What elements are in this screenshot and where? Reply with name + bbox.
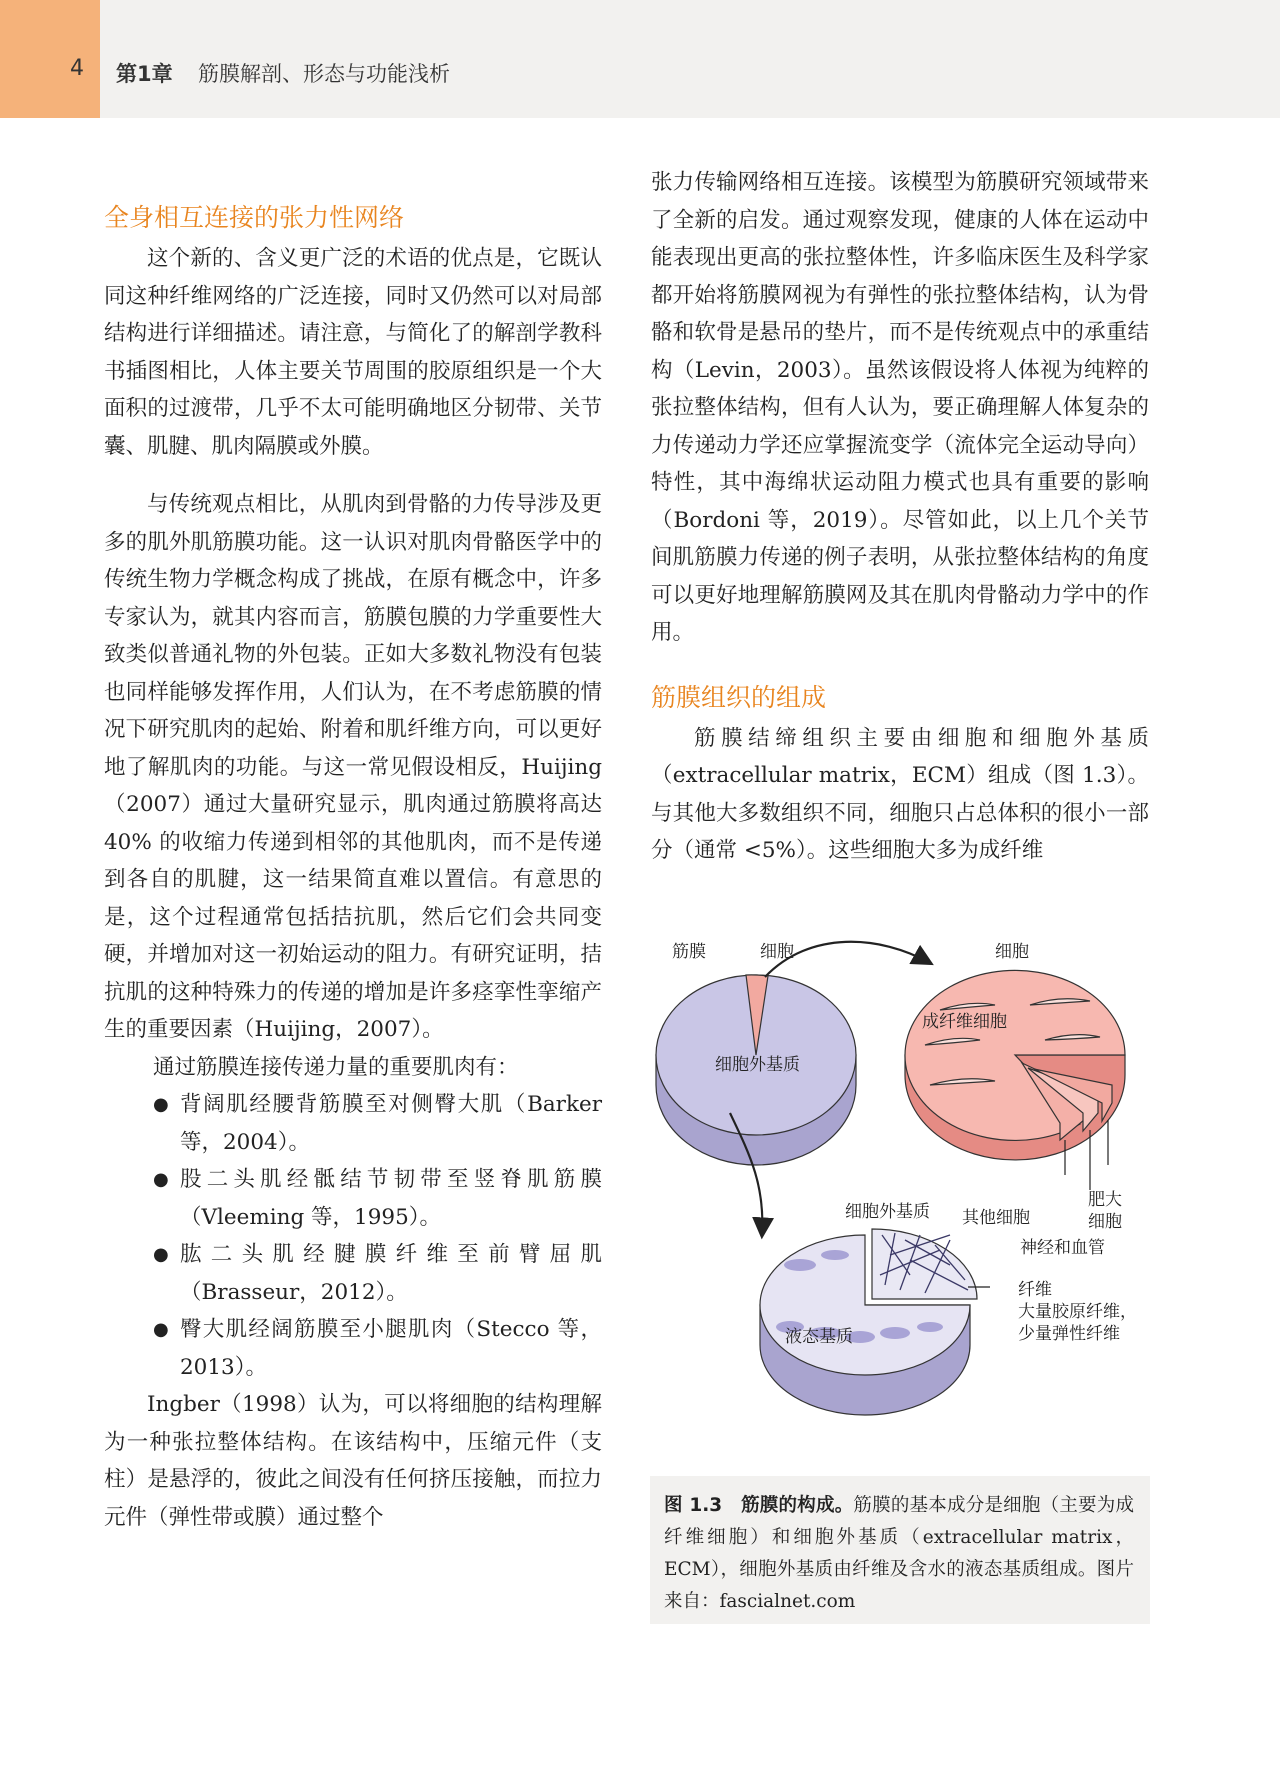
label-cells-top: 细胞: [760, 942, 794, 962]
list-intro: 通过筋膜连接传递力量的重要肌肉有：: [153, 1054, 519, 1080]
page-header: [0, 0, 1280, 118]
list-item: ● 臀大肌经阔筋膜至小腿肌肉（Stecco 等，2013）。: [104, 1311, 602, 1386]
chapter-title: 筋膜解剖、形态与功能浅析: [198, 62, 450, 86]
label-fascia: 筋膜: [672, 942, 706, 962]
right-column: [651, 164, 1149, 870]
label-fibers-detail: 少量弹性纤维: [1018, 1324, 1120, 1344]
label-cells-right: 细胞: [995, 942, 1029, 962]
figure-fascia-composition: [650, 935, 1150, 1475]
paragraph: 筋膜结缔组织主要由细胞和细胞外基质（extracellular matrix，ECM）组成（图 1.3）。与其他大多数组织不同，细胞只占总体积的很小一部分（通常 <5%）。这些细胞大多为成纤维: [651, 725, 1149, 863]
page-number: 4: [70, 56, 84, 81]
label-fibers-detail: 大量胶原纤维，: [1018, 1302, 1137, 1322]
paragraph: 这个新的、含义更广泛的术语的优点是，它既认同这种纤维网络的广泛连接，同时又仍然可以对局部结构进行详细描述。请注意，与简化了的解剖学教科书插图相比，人体主要关节周围的胶原组织是一个大面积的过渡带，几乎不太可能明确地区分韧带、关节囊、肌腱、肌肉隔膜或外膜。: [104, 246, 602, 459]
list-item: ● 股二头肌经骶结节韧带至竖脊肌筋膜（Vleeming 等，1995）。: [104, 1161, 602, 1236]
cells-pie: [905, 970, 1125, 1190]
list-item: ● 背阔肌经腰背筋膜至对侧臀大肌（Barker 等，2004）。: [104, 1086, 602, 1161]
list-item: ● 肱二头肌经腱膜纤维至前臂屈肌（Brasseur，2012）。: [104, 1236, 602, 1311]
label-fluid-matrix: 液态基质: [785, 1327, 853, 1347]
section-gap: [651, 652, 1149, 678]
label-other-cells: 其他细胞: [962, 1208, 1030, 1228]
label-ecm-pie: 细胞外基质: [715, 1055, 800, 1075]
caption-body: 筋膜的基本成分是细胞（主要为成纤维细胞）和细胞外基质（extracellular matrix，ECM），细胞外基质由纤维及含水的液态基质组成。图片来自：fascialnet.com: [664, 1495, 1134, 1612]
label-nerves-vessels: 神经和血管: [1020, 1238, 1105, 1258]
section-title-tensional-network: 全身相互连接的张力性网络: [104, 203, 405, 232]
label-fibers: 纤维: [1018, 1280, 1052, 1300]
label-ecm: 细胞外基质: [845, 1202, 930, 1222]
caption-label: 图 1.3 筋膜的构成。: [664, 1495, 854, 1516]
figure-caption: [650, 1476, 1150, 1624]
paragraph: Ingber（1998）认为，可以将细胞的结构理解为一种张拉整体结构。在该结构中，压缩元件（支柱）是悬浮的，彼此之间没有任何挤压接触，而拉力元件（弹性带或膜）通过整个: [104, 1392, 602, 1530]
paragraph: 与传统观点相比，从肌肉到骨骼的力传导涉及更多的肌外肌筋膜功能。这一认识对肌肉骨骼医学中的传统生物力学概念构成了挑战，在原有概念中，许多专家认为，就其内容而言，筋膜包膜的力学重要性大致类似普通礼物的外包装。正如大多数礼物没有包装也同样能够发挥作用，人们认为，在不考虑筋膜的情况下研究肌肉的起始、附着和肌纤维方向，可以更好地了解肌肉的功能。与这一常见假设相反，Huijing（2007）通过大量研究显示，肌肉通过筋膜将高达 40% 的收缩力传递到相邻的其他肌肉，而不是传递到各自的肌腱，这一结果简直难以置信。有意思的是，这个过程通常包括拮抗肌，然后它们会共同变硬，并增加对这一初始运动的阻力。有研究证明，拮抗肌的这种特殊力的传递的增加是许多痉挛性挛缩产生的重要因素（Huijing，2007）。: [104, 492, 602, 1042]
paragraph: 张力传输网络相互连接。该模型为筋膜研究领域带来了全新的启发。通过观察发现，健康的人体在运动中能表现出更高的张拉整体性，许多临床医生及科学家都开始将筋膜网视为有弹性的张拉整体结构，认为骨骼和软骨是悬吊的垫片，而不是传统观点中的承重结构（Levin，2003）。虽然该假设将人体视为纯粹的张拉整体结构，但有人认为，要正确理解人体复杂的力传递动力学还应掌握流变学（流体完全运动导向）特性，其中海绵状运动阻力模式也具有重要的影响（Bordoni 等，2019）。尽管如此，以上几个关节间肌筋膜力传递的例子表明，从张拉整体结构的角度可以更好地理解筋膜网及其在肌肉骨骼动力学中的作用。: [651, 170, 1149, 645]
label-mast-cells: 肥大细胞: [1088, 1190, 1122, 1232]
header-accent-block: [0, 0, 100, 118]
paragraph-gap: [104, 465, 602, 486]
label-fibroblast: 成纤维细胞: [922, 1012, 1007, 1032]
muscle-list: [104, 1086, 602, 1386]
fiber-sector: [872, 1229, 977, 1299]
section-title-tissue-composition: 筋膜组织的组成: [651, 682, 827, 712]
chapter-number: 第1章: [116, 62, 173, 86]
caption-text: [664, 1490, 1134, 1618]
left-column: [104, 198, 602, 1536]
